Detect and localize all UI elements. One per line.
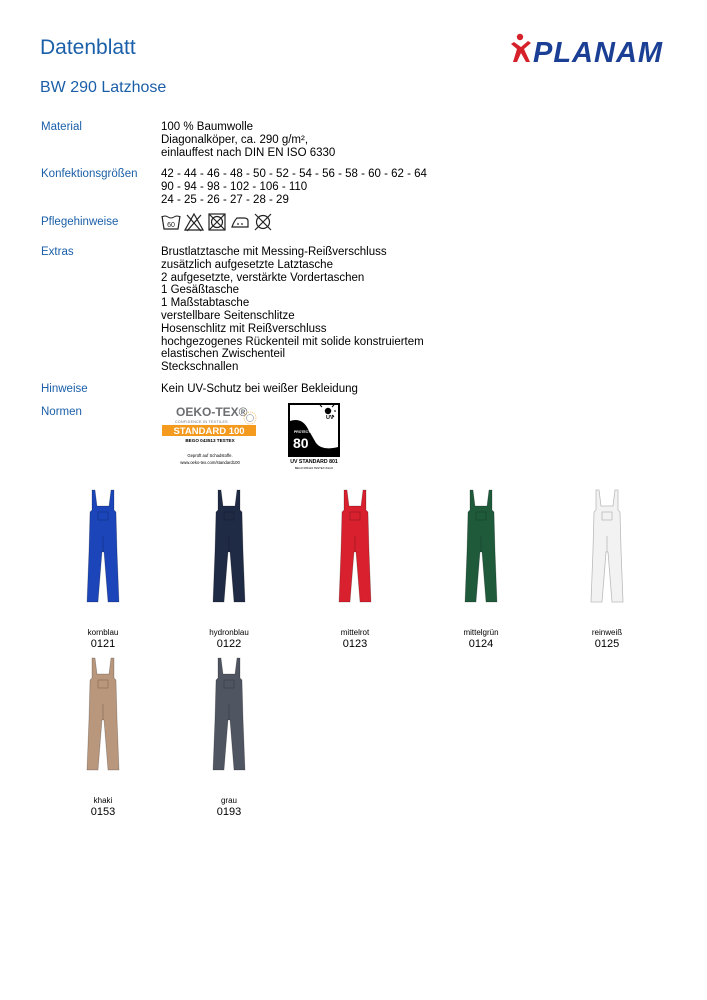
label-extras: Extras bbox=[41, 246, 74, 258]
brand-logo bbox=[509, 32, 669, 68]
size-line: 24 - 25 - 26 - 27 - 28 - 29 bbox=[161, 193, 289, 206]
svg-text:www.oeko-tex.com/standard100: www.oeko-tex.com/standard100 bbox=[180, 460, 240, 465]
wash-60-icon bbox=[161, 212, 181, 232]
extras-line: Steckschnallen bbox=[161, 361, 239, 374]
extras-value bbox=[161, 246, 424, 374]
overall-image bbox=[325, 488, 385, 608]
product-item[interactable] bbox=[552, 488, 662, 650]
uv-standard-logo bbox=[288, 403, 340, 471]
label-material: Material bbox=[41, 121, 82, 133]
svg-text:OEKO-TEX®: OEKO-TEX® bbox=[176, 405, 248, 419]
label-care: Pflegehinweise bbox=[41, 216, 119, 228]
care-icons bbox=[161, 212, 273, 232]
svg-text:UV STANDARD 801: UV STANDARD 801 bbox=[290, 459, 338, 465]
no-dry-clean-icon bbox=[253, 212, 273, 232]
product-item[interactable] bbox=[300, 488, 410, 650]
svg-text:UV: UV bbox=[326, 415, 334, 421]
overall-image bbox=[199, 656, 259, 776]
color-name: hydronblau bbox=[209, 628, 249, 637]
page-title: Datenblatt bbox=[40, 36, 136, 59]
color-code: 0125 bbox=[594, 638, 620, 650]
size-line: 42 - 44 - 46 - 48 - 50 - 52 - 54 - 56 - 58 - 60 - 62 - 64 bbox=[161, 168, 427, 180]
product-item[interactable] bbox=[174, 656, 284, 818]
overall-image bbox=[199, 488, 259, 608]
svg-text:60: 60 bbox=[167, 222, 175, 229]
no-bleach-icon bbox=[184, 212, 204, 232]
svg-text:80: 80 bbox=[293, 435, 309, 451]
material-line: einlauffest nach DIN EN ISO 6330 bbox=[161, 146, 336, 159]
logo-figure-icon bbox=[511, 34, 531, 62]
extras-line: 1 Gesäßtasche bbox=[161, 284, 239, 297]
label-notes: Hinweise bbox=[41, 383, 88, 395]
color-code: 0123 bbox=[342, 638, 368, 650]
color-code: 0153 bbox=[90, 806, 116, 818]
color-name: grau bbox=[220, 796, 237, 805]
extras-line: verstellbare Seitenschlitze bbox=[161, 309, 295, 322]
extras-line: hochgezogenes Rückenteil mit solide konstruiertem bbox=[161, 335, 424, 348]
product-item[interactable] bbox=[174, 488, 284, 650]
color-name: mittelrot bbox=[340, 628, 370, 637]
overall-image bbox=[451, 488, 511, 608]
color-code: 0193 bbox=[216, 806, 242, 818]
overall-image bbox=[73, 656, 133, 776]
brand-wordmark: PLANAM bbox=[533, 37, 664, 68]
product-item[interactable] bbox=[48, 656, 158, 818]
svg-text:BEGO 080122 TESTEX Zürich: BEGO 080122 TESTEX Zürich bbox=[294, 466, 334, 470]
color-name: khaki bbox=[93, 796, 113, 805]
color-code: 0124 bbox=[468, 638, 494, 650]
oekotex-logo bbox=[160, 403, 262, 471]
color-code: 0121 bbox=[90, 638, 116, 650]
overall-image bbox=[577, 488, 637, 608]
color-name: mittelgrün bbox=[463, 628, 499, 637]
material-line: 100 % Baumwolle bbox=[161, 121, 254, 133]
extras-line: zusätzlich aufgesetzte Latztasche bbox=[161, 258, 333, 271]
svg-text:Geprüft auf Schadstoffe.: Geprüft auf Schadstoffe. bbox=[187, 453, 233, 458]
notes-value: Kein UV-Schutz bei weißer Bekleidung bbox=[161, 383, 358, 395]
svg-text:CONFIDENCE IN TEXTILES: CONFIDENCE IN TEXTILES bbox=[175, 420, 228, 424]
color-name: reinweiß bbox=[591, 628, 623, 637]
extras-line: Hosenschlitz mit Reißverschluss bbox=[161, 322, 327, 335]
svg-text:STANDARD 100: STANDARD 100 bbox=[173, 426, 245, 437]
color-code: 0122 bbox=[216, 638, 242, 650]
extras-line: 2 aufgesetzte, verstärkte Vordertaschen bbox=[161, 271, 365, 284]
extras-line: elastischen Zwischenteil bbox=[161, 348, 286, 361]
product-item[interactable] bbox=[426, 488, 536, 650]
no-tumble-dry-icon bbox=[207, 212, 227, 232]
label-sizes: Konfektionsgrößen bbox=[41, 168, 138, 180]
extras-line: 1 Maßstabtasche bbox=[161, 297, 250, 310]
label-norms: Normen bbox=[41, 406, 82, 418]
color-name: kornblau bbox=[87, 628, 119, 637]
size-line: 90 - 94 - 98 - 102 - 106 - 110 bbox=[161, 180, 308, 193]
material-value bbox=[161, 121, 335, 159]
svg-text:PROTECT: PROTECT bbox=[294, 430, 311, 434]
iron-medium-icon bbox=[230, 212, 250, 232]
product-item[interactable] bbox=[48, 488, 158, 650]
overall-image bbox=[73, 488, 133, 608]
sizes-value bbox=[161, 168, 427, 206]
svg-text:BEGO 043513 TESTEX: BEGO 043513 TESTEX bbox=[185, 438, 235, 443]
extras-line: Brustlatztasche mit Messing-Reißverschluss bbox=[161, 246, 387, 258]
material-line: Diagonalköper, ca. 290 g/m², bbox=[161, 133, 309, 146]
product-title: BW 290 Latzhose bbox=[40, 79, 167, 96]
